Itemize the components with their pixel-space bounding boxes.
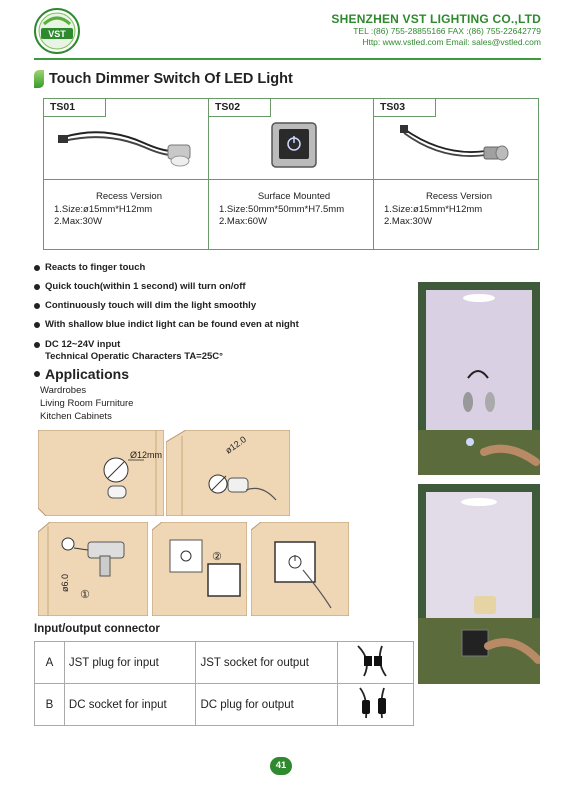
row-letter: A	[35, 642, 65, 684]
step-1: ①	[80, 588, 90, 601]
product-size: 1.Size:ø15mm*H12mm	[384, 203, 483, 215]
product-version: Recess Version	[95, 191, 162, 202]
cabinet-photo-light-on	[418, 282, 540, 475]
page-title-row	[34, 70, 293, 88]
feature-item: Continuously touch will dim the light smoothly	[34, 300, 404, 319]
input-type: DC socket for input	[64, 684, 196, 726]
web-email: Http: www.vstled.com Email: sales@vstled.com	[362, 37, 541, 47]
row-divider	[44, 179, 208, 180]
bullet-dot	[34, 342, 40, 348]
input-type: JST plug for input	[64, 642, 196, 684]
dc-input: DC 12~24V input	[45, 339, 121, 350]
dim-12mm: Ø12mm	[130, 450, 163, 460]
row-divider	[209, 179, 373, 180]
product-version: Surface Mounted	[257, 191, 331, 202]
dim-6: ø6.0	[60, 573, 70, 592]
install-drill-diagram	[38, 430, 164, 516]
applications-list	[40, 384, 133, 423]
product-max: 2.Max:30W	[384, 216, 433, 227]
connector-image-cell	[337, 642, 413, 684]
product-ts01	[44, 99, 209, 249]
output-type: JST socket for output	[196, 642, 338, 684]
feature-item: Reacts to finger touch	[34, 262, 404, 281]
row-divider	[374, 179, 538, 180]
bullet-dot	[34, 284, 40, 290]
company-header	[331, 12, 541, 48]
bullet-dot	[34, 322, 40, 328]
row-letter: B	[35, 684, 65, 726]
dc-input-item	[34, 339, 404, 362]
product-max: 2.Max:60W	[219, 216, 268, 227]
table-row	[35, 684, 414, 726]
page-number: 41	[270, 757, 292, 775]
application-item: Wardrobes	[40, 385, 87, 396]
bullet-dot	[34, 303, 40, 309]
company-name: SHENZHEN VST LIGHTING CO.,LTD	[331, 12, 541, 26]
product-ts02	[209, 99, 374, 249]
bullet-dot	[34, 265, 40, 271]
dim-12: ø12.0	[223, 434, 249, 456]
product-specs	[219, 191, 369, 229]
product-specs	[54, 191, 204, 229]
dc-connector-icon	[338, 684, 412, 722]
application-item: Living Room Furniture	[40, 398, 134, 409]
ts01-cable-sensor-image	[44, 117, 209, 175]
install-drill-hole-diagram	[38, 522, 148, 616]
cabinet-photo-dimmed	[418, 484, 540, 684]
product-table	[43, 98, 539, 250]
ts03-cable-sensor-image	[374, 117, 539, 175]
bullet-dot	[34, 371, 40, 377]
io-connector-title: Input/output connector	[34, 623, 160, 635]
install-mount-diagram	[152, 522, 247, 616]
ts02-square-switch-image	[209, 117, 374, 175]
product-code: TS01	[44, 99, 106, 117]
table-row	[35, 642, 414, 684]
feature-item: With shallow blue indict light can be found even at night	[34, 319, 404, 338]
technical-characters: Technical Operatic Characters TA=25C°	[45, 350, 223, 362]
application-item: Kitchen Cabinets	[40, 411, 112, 422]
feature-item: Quick touch(within 1 second) will turn on/off	[34, 281, 404, 300]
page-title: Touch Dimmer Switch Of LED Light	[49, 71, 293, 87]
product-ts03	[374, 99, 538, 249]
tel-fax: TEL :(86) 755-28855166 FAX :(86) 755-22642779	[353, 26, 541, 36]
install-insert-diagram	[166, 430, 290, 516]
connector-image-cell	[337, 684, 413, 726]
feature-list	[34, 262, 404, 362]
leaf-icon	[34, 70, 44, 88]
product-code: TS03	[374, 99, 436, 117]
product-size: 1.Size:ø15mm*H12mm	[54, 203, 153, 215]
output-type: DC plug for output	[196, 684, 338, 726]
header-divider	[34, 58, 541, 60]
step-2: ②	[212, 550, 222, 563]
product-version: Recess Version	[425, 191, 492, 202]
logo-text: VST	[48, 29, 66, 39]
product-code: TS02	[209, 99, 271, 117]
product-specs	[384, 191, 534, 229]
product-size: 1.Size:50mm*50mm*H7.5mm	[219, 203, 345, 215]
jst-connector-icon	[338, 642, 412, 680]
applications-heading: Applications	[34, 366, 129, 382]
io-connector-table	[34, 641, 414, 726]
install-touch-diagram	[251, 522, 349, 616]
product-max: 2.Max:30W	[54, 216, 103, 227]
vst-logo	[34, 8, 80, 54]
